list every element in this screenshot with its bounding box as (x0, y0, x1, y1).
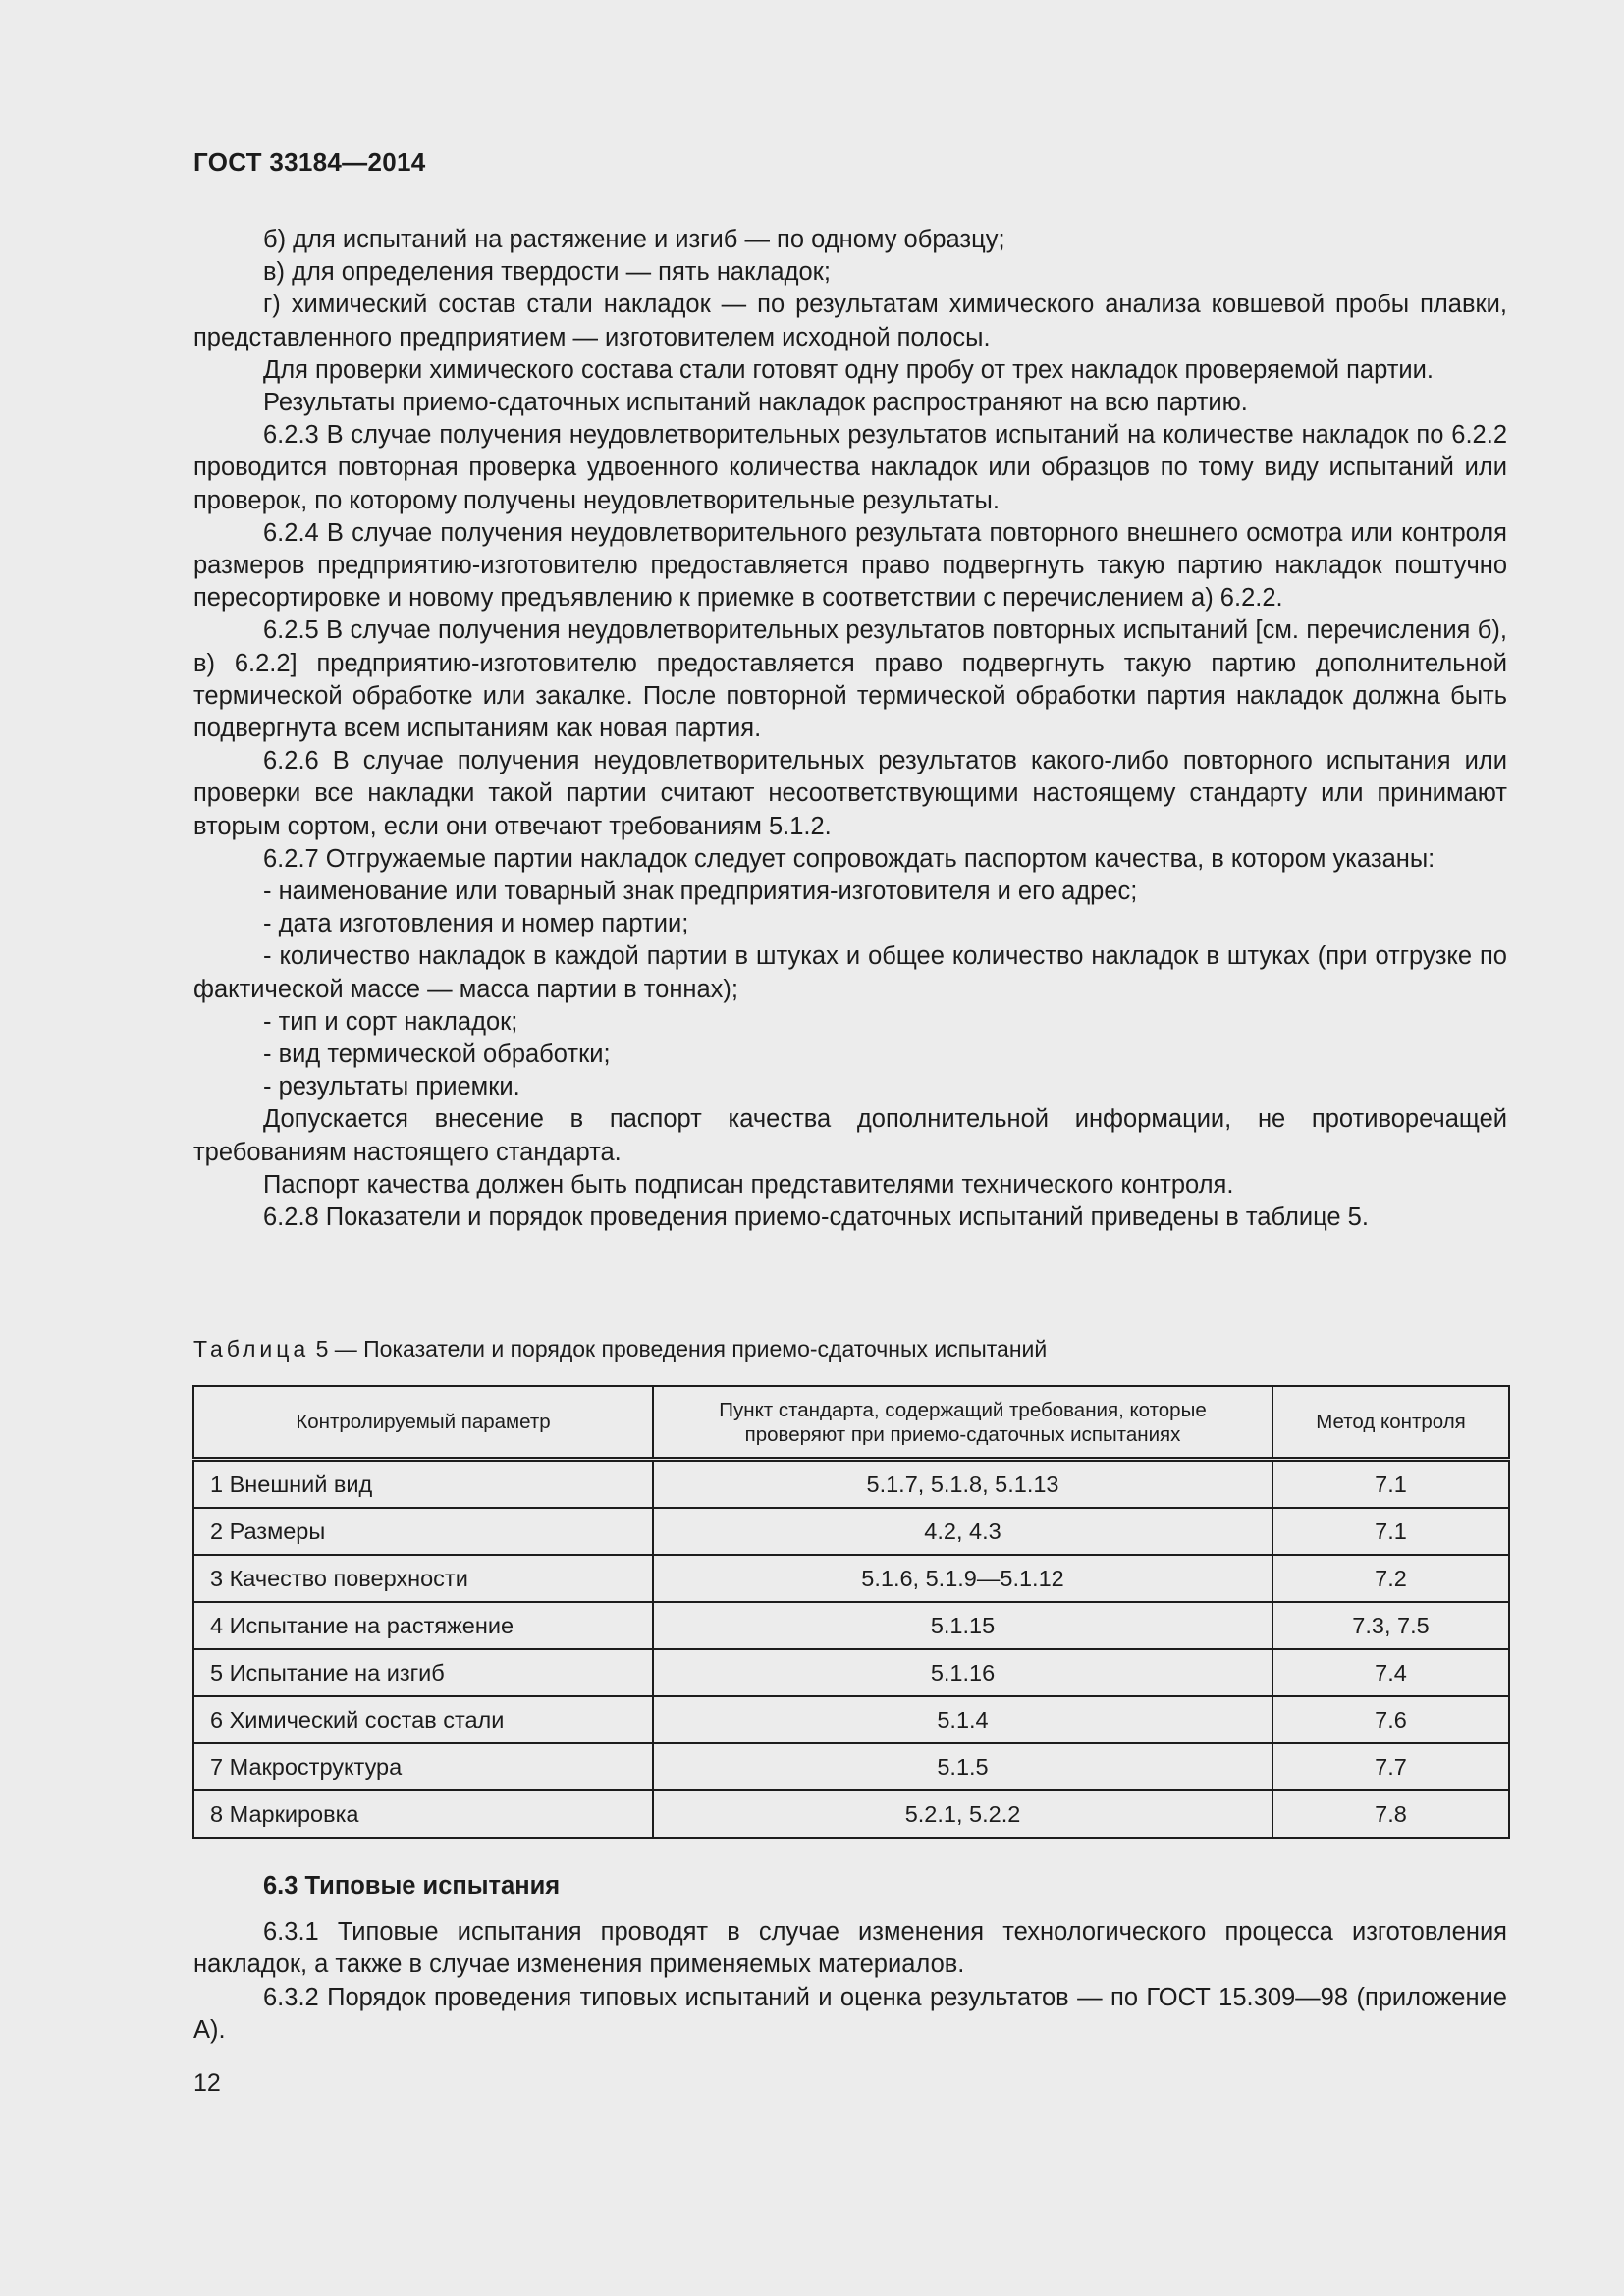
table-row (193, 1508, 1509, 1555)
header-clause: Пункт стандарта, содержащий требования, которые проверяют при приемо-сдаточных испытаниях (653, 1386, 1272, 1460)
table-row (193, 1790, 1509, 1838)
header-method: Метод контроля (1272, 1386, 1509, 1460)
list-item: - количество накладок в каждой партии в штуках и общее количество накладок в штуках (при отгрузке по фактической массе — масса партии в тоннах); (193, 942, 1507, 1003)
table-caption (193, 1334, 1047, 1363)
table-header-row (193, 1386, 1509, 1460)
cell-parameter: 6 Химический состав стали (193, 1696, 653, 1743)
section-heading: 6.3 Типовые испытания (263, 1872, 561, 1899)
cell-clause: 5.1.15 (653, 1602, 1272, 1649)
cell-clause: 5.1.7, 5.1.8, 5.1.13 (653, 1460, 1272, 1509)
cell-method: 7.3, 7.5 (1272, 1602, 1509, 1649)
cell-parameter: 7 Макроструктура (193, 1743, 653, 1790)
document-header: ГОСТ 33184—2014 (193, 147, 426, 177)
list-item: - вид термической обработки; (263, 1041, 611, 1069)
paragraph-6-3-2: 6.3.2 Порядок проведения типовых испытаний и оценка результатов — по ГОСТ 15.309—98 (приложение А). (193, 1983, 1507, 2044)
paragraph-6-2-5: 6.2.5 В случае получения неудовлетворительных результатов повторных испытаний [см. перечисления б), в) 6.2.2] предприятию-изготовителю предоставляется право подвергнуть такую партию дополнительной термической обработке или закалке. После повторной термической обработки партия накладок должна быть подвергнута всем испытаниям как новая партия. (193, 616, 1507, 743)
paragraph-6-2-6: 6.2.6 В случае получения неудовлетворительных результатов какого-либо повторного испытания или проверки все накладки такой партии считают несоответствующими настоящему стандарту или принимают вторым сортом, если они отвечают требованиям 5.1.2. (193, 747, 1507, 840)
cell-clause: 5.1.4 (653, 1696, 1272, 1743)
table-caption-label: Таблица (193, 1336, 310, 1362)
table-5 (192, 1385, 1510, 1839)
section-6-3 (193, 1870, 1507, 2047)
cell-method: 7.2 (1272, 1555, 1509, 1602)
cell-method: 7.8 (1272, 1790, 1509, 1838)
cell-clause: 5.1.5 (653, 1743, 1272, 1790)
header-parameter: Контролируемый параметр (193, 1386, 653, 1460)
paragraph: Допускается внесение в паспорт качества дополнительной информации, не противоречащей требованиям настоящего стандарта. (193, 1105, 1507, 1166)
cell-clause: 4.2, 4.3 (653, 1508, 1272, 1555)
cell-clause: 5.1.6, 5.1.9—5.1.12 (653, 1555, 1272, 1602)
cell-parameter: 5 Испытание на изгиб (193, 1649, 653, 1696)
table-row (193, 1555, 1509, 1602)
cell-parameter: 4 Испытание на растяжение (193, 1602, 653, 1649)
table-row (193, 1602, 1509, 1649)
paragraph: в) для определения твердости — пять накладок; (263, 258, 831, 287)
cell-method: 7.6 (1272, 1696, 1509, 1743)
list-item: - результаты приемки. (263, 1073, 520, 1101)
cell-method: 7.1 (1272, 1508, 1509, 1555)
cell-parameter: 3 Качество поверхности (193, 1555, 653, 1602)
cell-parameter: 2 Размеры (193, 1508, 653, 1555)
table-caption-text: 5 — Показатели и порядок проведения приемо-сдаточных испытаний (309, 1336, 1048, 1362)
paragraph: Паспорт качества должен быть подписан представителями технического контроля. (263, 1170, 1234, 1199)
table-row (193, 1649, 1509, 1696)
paragraph-6-2-7: 6.2.7 Отгружаемые партии накладок следует сопровождать паспортом качества, в котором указаны: (263, 844, 1435, 873)
page-number: 12 (193, 2069, 221, 2097)
table-row (193, 1743, 1509, 1790)
paragraph-6-3-1: 6.3.1 Типовые испытания проводят в случае изменения технологического процесса изготовления накладок, а также в случае изменения применяемых материалов. (193, 1918, 1507, 1979)
cell-parameter: 1 Внешний вид (193, 1460, 653, 1509)
cell-method: 7.4 (1272, 1649, 1509, 1696)
paragraph: Для проверки химического состава стали готовят одну пробу от трех накладок проверяемой партии. (263, 355, 1434, 384)
paragraph-6-2-4: 6.2.4 В случае получения неудовлетворительного результата повторного внешнего осмотра или контроля размеров предприятию-изготовителю предоставляется право подвергнуть такую партию накладок поштучно пересортировке и новому предъявлению к приемке в соответствии с перечислением а) 6.2.2. (193, 518, 1507, 613)
table-row (193, 1696, 1509, 1743)
table-row (193, 1460, 1509, 1509)
cell-parameter: 8 Маркировка (193, 1790, 653, 1838)
paragraph: г) химический состав стали накладок — по результатам химического анализа ковшевой пробы плавки, представленного предприятием — изготовителем исходной полосы. (193, 291, 1507, 351)
cell-clause: 5.1.16 (653, 1649, 1272, 1696)
cell-clause: 5.2.1, 5.2.2 (653, 1790, 1272, 1838)
paragraph: Результаты приемо-сдаточных испытаний накладок распространяют на всю партию. (263, 389, 1248, 417)
cell-method: 7.1 (1272, 1460, 1509, 1509)
list-item: - тип и сорт накладок; (263, 1007, 518, 1036)
paragraph-6-2-3: 6.2.3 В случае получения неудовлетворительных результатов испытаний на количестве накладок по 6.2.2 проводится повторная проверка удвоенного количества накладок или образцов по тому виду испытаний или проверок, по которому получены неудовлетворительные результаты. (193, 421, 1507, 514)
list-item: - наименование или товарный знак предприятия-изготовителя и его адрес; (263, 878, 1138, 906)
paragraph-6-2-8: 6.2.8 Показатели и порядок проведения приемо-сдаточных испытаний приведены в таблице 5. (263, 1203, 1369, 1232)
paragraph: б) для испытаний на растяжение и изгиб — по одному образцу; (263, 226, 1005, 253)
body-text (193, 224, 1507, 1234)
list-item: - дата изготовления и номер партии; (263, 910, 689, 938)
cell-method: 7.7 (1272, 1743, 1509, 1790)
